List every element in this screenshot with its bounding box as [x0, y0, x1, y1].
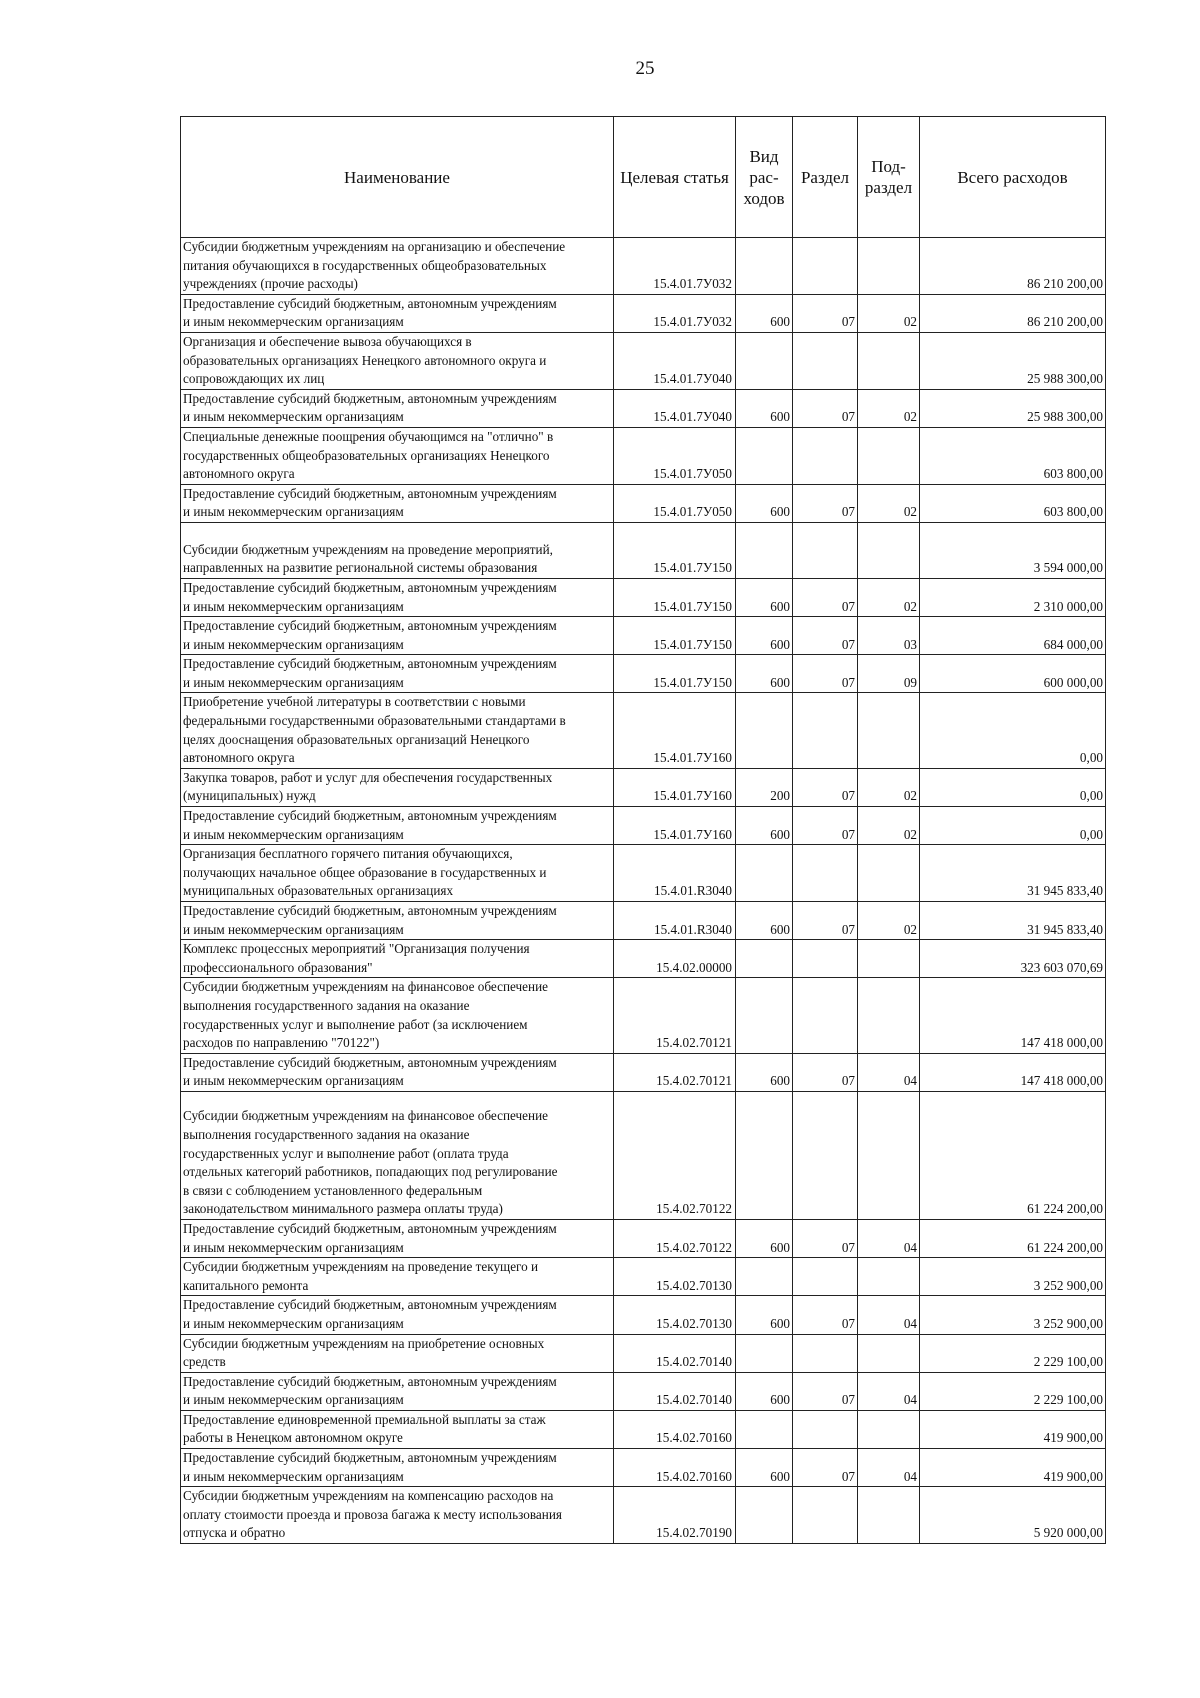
row-subsection: 02 — [858, 902, 920, 940]
row-expense-type — [736, 1091, 793, 1219]
row-subsection: 02 — [858, 578, 920, 616]
row-target-article: 15.4.02.70160 — [614, 1410, 736, 1448]
row-target-article: 15.4.01.7У160 — [614, 807, 736, 845]
row-name: Субсидии бюджетным учреждениям на проведение мероприятий, направленных на развитие региональной системы образования — [181, 522, 614, 578]
row-expense-type — [736, 1334, 793, 1372]
row-target-article: 15.4.01.7У160 — [614, 768, 736, 806]
row-subsection — [858, 238, 920, 295]
row-expense-type — [736, 940, 793, 978]
row-subsection: 04 — [858, 1053, 920, 1091]
row-name: Организация бесплатного горячего питания обучающихся, получающих начальное общее образование в государственных и муниципальных образовательных организациях — [181, 845, 614, 902]
row-total: 600 000,00 — [920, 655, 1106, 693]
row-total: 419 900,00 — [920, 1449, 1106, 1487]
table-row — [181, 845, 1106, 902]
row-target-article: 15.4.01.7У032 — [614, 294, 736, 332]
row-expense-type — [736, 978, 793, 1053]
table-row — [181, 1296, 1106, 1334]
row-section: 07 — [793, 1372, 858, 1410]
row-total: 31 945 833,40 — [920, 902, 1106, 940]
row-expense-type — [736, 238, 793, 295]
row-subsection: 02 — [858, 484, 920, 522]
table-row — [181, 978, 1106, 1053]
row-name: Предоставление субсидий бюджетным, автономным учреждениям и иным некоммерческим организациям — [181, 617, 614, 655]
table-row — [181, 427, 1106, 484]
row-expense-type: 600 — [736, 1219, 793, 1257]
row-target-article: 15.4.01.7У032 — [614, 238, 736, 295]
row-section — [793, 940, 858, 978]
row-subsection — [858, 940, 920, 978]
table-row — [181, 1372, 1106, 1410]
row-expense-type — [736, 1410, 793, 1448]
row-total: 61 224 200,00 — [920, 1091, 1106, 1219]
row-section — [793, 332, 858, 389]
table-row — [181, 768, 1106, 806]
table-row — [181, 693, 1106, 768]
row-expense-type — [736, 332, 793, 389]
budget-table — [180, 116, 1106, 1544]
table-row — [181, 617, 1106, 655]
row-target-article: 15.4.02.70140 — [614, 1334, 736, 1372]
row-target-article: 15.4.02.70160 — [614, 1449, 736, 1487]
row-name: Субсидии бюджетным учреждениям на компенсацию расходов на оплату стоимости проезда и провоза багажа к месту использования отпуска и обратно — [181, 1487, 614, 1544]
row-target-article: 15.4.01.7У150 — [614, 578, 736, 616]
row-total: 86 210 200,00 — [920, 294, 1106, 332]
row-name: Специальные денежные поощрения обучающимся на "отлично" в государственных общеобразовательных организациях Ненецкого автономного округа — [181, 427, 614, 484]
row-section — [793, 1487, 858, 1544]
table-row — [181, 1487, 1106, 1544]
table-row — [181, 389, 1106, 427]
row-expense-type: 600 — [736, 1449, 793, 1487]
row-expense-type — [736, 522, 793, 578]
row-section — [793, 845, 858, 902]
row-target-article: 15.4.01.7У160 — [614, 693, 736, 768]
row-target-article: 15.4.02.00000 — [614, 940, 736, 978]
row-expense-type: 600 — [736, 902, 793, 940]
row-subsection: 04 — [858, 1449, 920, 1487]
row-section: 07 — [793, 617, 858, 655]
header-subsection: Под- раздел — [858, 117, 920, 238]
row-total: 603 800,00 — [920, 484, 1106, 522]
row-target-article: 15.4.01.7У040 — [614, 389, 736, 427]
row-section: 07 — [793, 1296, 858, 1334]
row-total: 603 800,00 — [920, 427, 1106, 484]
row-name: Субсидии бюджетным учреждениям на приобретение основных средств — [181, 1334, 614, 1372]
row-expense-type — [736, 1487, 793, 1544]
row-target-article: 15.4.02.70122 — [614, 1091, 736, 1219]
table-row — [181, 484, 1106, 522]
table-body — [181, 238, 1106, 1544]
row-total: 3 252 900,00 — [920, 1258, 1106, 1296]
row-total: 147 418 000,00 — [920, 978, 1106, 1053]
row-section — [793, 978, 858, 1053]
row-target-article: 15.4.01.7У050 — [614, 427, 736, 484]
row-total: 0,00 — [920, 693, 1106, 768]
row-section — [793, 693, 858, 768]
table-row — [181, 522, 1106, 578]
row-name: Предоставление субсидий бюджетным, автономным учреждениям и иным некоммерческим организациям — [181, 807, 614, 845]
row-target-article: 15.4.02.70190 — [614, 1487, 736, 1544]
row-section: 07 — [793, 768, 858, 806]
row-target-article: 15.4.02.70130 — [614, 1258, 736, 1296]
row-target-article: 15.4.02.70122 — [614, 1219, 736, 1257]
row-subsection — [858, 1334, 920, 1372]
row-expense-type: 600 — [736, 484, 793, 522]
row-total: 419 900,00 — [920, 1410, 1106, 1448]
row-total: 2 229 100,00 — [920, 1372, 1106, 1410]
row-name: Предоставление субсидий бюджетным, автономным учреждениям и иным некоммерческим организациям — [181, 1449, 614, 1487]
row-subsection: 09 — [858, 655, 920, 693]
row-name: Закупка товаров, работ и услуг для обеспечения государственных (муниципальных) нужд — [181, 768, 614, 806]
row-total: 3 252 900,00 — [920, 1296, 1106, 1334]
row-total: 0,00 — [920, 768, 1106, 806]
row-name: Субсидии бюджетным учреждениям на финансовое обеспечение выполнения государственного задания на оказание государственных услуг и выполнение работ (оплата труда отдельных категорий работников, попадающих под регулирование в связи с соблюдением установленного федеральным законодательством минимального размера оплаты труда) — [181, 1091, 614, 1219]
row-section — [793, 238, 858, 295]
row-expense-type: 600 — [736, 655, 793, 693]
page-number: 25 — [635, 58, 655, 79]
row-subsection: 02 — [858, 768, 920, 806]
row-name: Предоставление субсидий бюджетным, автономным учреждениям и иным некоммерческим организациям — [181, 389, 614, 427]
row-name: Субсидии бюджетным учреждениям на организацию и обеспечение питания обучающихся в государственных общеобразовательных учреждениях (прочие расходы) — [181, 238, 614, 295]
row-target-article: 15.4.01.7У150 — [614, 617, 736, 655]
row-section: 07 — [793, 655, 858, 693]
table-row — [181, 807, 1106, 845]
table-header — [181, 117, 1106, 238]
table-row — [181, 1449, 1106, 1487]
row-section: 07 — [793, 1053, 858, 1091]
row-target-article: 15.4.02.70130 — [614, 1296, 736, 1334]
row-section — [793, 1258, 858, 1296]
row-expense-type — [736, 427, 793, 484]
row-name: Предоставление субсидий бюджетным, автономным учреждениям и иным некоммерческим организациям — [181, 484, 614, 522]
row-total: 25 988 300,00 — [920, 332, 1106, 389]
row-subsection — [858, 693, 920, 768]
row-name: Предоставление единовременной премиальной выплаты за стаж работы в Ненецком автономном округе — [181, 1410, 614, 1448]
table-row — [181, 1410, 1106, 1448]
row-name: Субсидии бюджетным учреждениям на финансовое обеспечение выполнения государственного задания на оказание государственных услуг и выполнение работ (за исключением расходов по направлению "70122") — [181, 978, 614, 1053]
row-name: Предоставление субсидий бюджетным, автономным учреждениям и иным некоммерческим организациям — [181, 1053, 614, 1091]
row-subsection: 02 — [858, 807, 920, 845]
header-section: Раздел — [793, 117, 858, 238]
table-row — [181, 332, 1106, 389]
row-name: Предоставление субсидий бюджетным, автономным учреждениям и иным некоммерческим организациям — [181, 902, 614, 940]
row-total: 147 418 000,00 — [920, 1053, 1106, 1091]
row-section: 07 — [793, 807, 858, 845]
row-section — [793, 427, 858, 484]
row-name: Организация и обеспечение вывоза обучающихся в образовательных организациях Ненецкого автономного округа и сопровождающих их лиц — [181, 332, 614, 389]
row-name: Предоставление субсидий бюджетным, автономным учреждениям и иным некоммерческим организациям — [181, 1372, 614, 1410]
header-name: Наименование — [181, 117, 614, 238]
table-row — [181, 578, 1106, 616]
row-target-article: 15.4.02.70140 — [614, 1372, 736, 1410]
row-total: 684 000,00 — [920, 617, 1106, 655]
row-expense-type: 200 — [736, 768, 793, 806]
row-subsection — [858, 1091, 920, 1219]
row-total: 3 594 000,00 — [920, 522, 1106, 578]
row-name: Приобретение учебной литературы в соответствии с новыми федеральными государственными образовательными стандартами в целях дооснащения образовательных организаций Ненецкого автономного округа — [181, 693, 614, 768]
row-expense-type: 600 — [736, 617, 793, 655]
table-row — [181, 1091, 1106, 1219]
row-subsection: 03 — [858, 617, 920, 655]
row-target-article: 15.4.01.7У050 — [614, 484, 736, 522]
row-target-article: 15.4.01.7У150 — [614, 655, 736, 693]
row-name: Предоставление субсидий бюджетным, автономным учреждениям и иным некоммерческим организациям — [181, 578, 614, 616]
table-row — [181, 940, 1106, 978]
row-subsection: 02 — [858, 294, 920, 332]
row-name: Предоставление субсидий бюджетным, автономным учреждениям и иным некоммерческим организациям — [181, 655, 614, 693]
row-subsection — [858, 1258, 920, 1296]
row-section: 07 — [793, 294, 858, 332]
row-total: 31 945 833,40 — [920, 845, 1106, 902]
row-section — [793, 1091, 858, 1219]
row-subsection — [858, 978, 920, 1053]
row-section — [793, 1410, 858, 1448]
row-name: Предоставление субсидий бюджетным, автономным учреждениям и иным некоммерческим организациям — [181, 1219, 614, 1257]
row-section: 07 — [793, 902, 858, 940]
row-subsection: 04 — [858, 1219, 920, 1257]
header-expense-type: Вид рас- ходов — [736, 117, 793, 238]
row-expense-type: 600 — [736, 1053, 793, 1091]
row-name: Предоставление субсидий бюджетным, автономным учреждениям и иным некоммерческим организациям — [181, 294, 614, 332]
row-expense-type: 600 — [736, 1296, 793, 1334]
row-expense-type: 600 — [736, 1372, 793, 1410]
row-expense-type: 600 — [736, 389, 793, 427]
header-total: Всего расходов — [920, 117, 1106, 238]
row-subsection — [858, 427, 920, 484]
row-target-article: 15.4.02.70121 — [614, 978, 736, 1053]
row-target-article: 15.4.01.R3040 — [614, 902, 736, 940]
header-target-article: Целевая статья — [614, 117, 736, 238]
row-section — [793, 1334, 858, 1372]
row-expense-type: 600 — [736, 294, 793, 332]
row-target-article: 15.4.01.7У040 — [614, 332, 736, 389]
row-expense-type — [736, 1258, 793, 1296]
table-row — [181, 1258, 1106, 1296]
row-total: 2 310 000,00 — [920, 578, 1106, 616]
row-total: 2 229 100,00 — [920, 1334, 1106, 1372]
row-total: 61 224 200,00 — [920, 1219, 1106, 1257]
row-total: 0,00 — [920, 807, 1106, 845]
row-subsection: 02 — [858, 389, 920, 427]
row-section: 07 — [793, 578, 858, 616]
row-section: 07 — [793, 389, 858, 427]
row-total: 25 988 300,00 — [920, 389, 1106, 427]
row-expense-type — [736, 845, 793, 902]
row-target-article: 15.4.01.7У150 — [614, 522, 736, 578]
row-section: 07 — [793, 484, 858, 522]
table-row — [181, 238, 1106, 295]
row-total: 323 603 070,69 — [920, 940, 1106, 978]
row-subsection: 04 — [858, 1296, 920, 1334]
row-subsection — [858, 1410, 920, 1448]
table-row — [181, 294, 1106, 332]
row-target-article: 15.4.01.R3040 — [614, 845, 736, 902]
row-subsection — [858, 522, 920, 578]
row-section — [793, 522, 858, 578]
row-name: Субсидии бюджетным учреждениям на проведение текущего и капитального ремонта — [181, 1258, 614, 1296]
row-subsection — [858, 1487, 920, 1544]
table-row — [181, 1219, 1106, 1257]
row-expense-type: 600 — [736, 578, 793, 616]
table-row — [181, 1334, 1106, 1372]
row-section: 07 — [793, 1449, 858, 1487]
table-row — [181, 902, 1106, 940]
row-total: 5 920 000,00 — [920, 1487, 1106, 1544]
row-section: 07 — [793, 1219, 858, 1257]
row-subsection — [858, 332, 920, 389]
row-name: Предоставление субсидий бюджетным, автономным учреждениям и иным некоммерческим организациям — [181, 1296, 614, 1334]
row-name: Комплекс процессных мероприятий "Организация получения профессионального образования" — [181, 940, 614, 978]
row-subsection: 04 — [858, 1372, 920, 1410]
row-subsection — [858, 845, 920, 902]
table-row — [181, 655, 1106, 693]
row-expense-type — [736, 693, 793, 768]
table-row — [181, 1053, 1106, 1091]
row-expense-type: 600 — [736, 807, 793, 845]
row-target-article: 15.4.02.70121 — [614, 1053, 736, 1091]
row-total: 86 210 200,00 — [920, 238, 1106, 295]
